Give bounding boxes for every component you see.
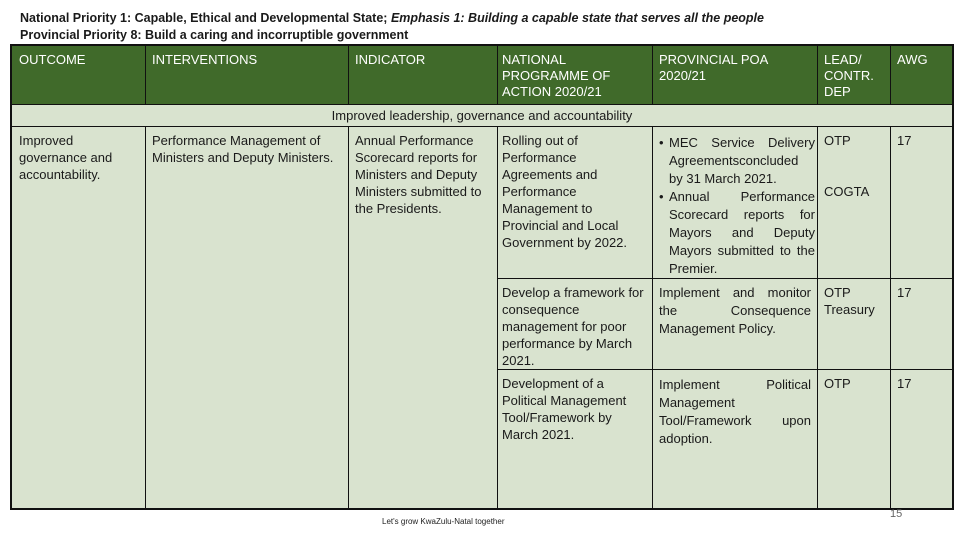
divider (817, 126, 818, 510)
divider (652, 126, 653, 510)
npoa-cell-1: Rolling out of Performance Agreements and Performance Management to Provincial and Local Government by 2022. (502, 133, 628, 250)
lead-cell-1: OTP (824, 133, 851, 148)
divider (890, 126, 891, 510)
divider (497, 369, 952, 370)
ppoa-bullet: • Annual Performance Scorecard reports for Mayors and Deputy Mayors submitted to the Premier. (659, 188, 815, 278)
divider (12, 104, 952, 105)
npoa-cell-3: Development of a Political Management Tool/Framework by March 2021. (502, 376, 627, 442)
col-header-provincial-poa: PROVINCIAL POA 2020/21 (659, 52, 768, 83)
col-header-national-poa: NATIONAL PROGRAMME OF ACTION 2020/21 (502, 52, 611, 99)
col-header-interventions: INTERVENTIONS (152, 52, 258, 67)
npoa-cell-2: Develop a framework for consequence management for poor performance by March 2021. (502, 285, 644, 368)
outcome-band: Improved leadership, governance and accountability (331, 108, 633, 123)
col-header-indicator: INDICATOR (355, 52, 426, 67)
divider (497, 126, 498, 510)
divider (817, 46, 818, 104)
divider (348, 126, 349, 510)
col-header-outcome: OUTCOME (19, 52, 86, 67)
ppoa-cell-2: Implement and monitor the Consequence Management Policy. (659, 285, 811, 336)
divider (497, 278, 952, 279)
divider (145, 126, 146, 510)
national-priority-line (20, 10, 764, 27)
divider (497, 46, 498, 104)
outcome-cell: Improved governance and accountability. (19, 133, 113, 182)
ppoa-cell-1 (655, 134, 819, 278)
awg-cell-3: 17 (897, 376, 912, 391)
divider (12, 126, 952, 127)
divider (348, 46, 349, 104)
divider (652, 46, 653, 104)
priority-table (10, 44, 954, 510)
divider (890, 46, 891, 104)
awg-cell-1: 17 (897, 133, 912, 148)
lead2-cell-2: Treasury (824, 302, 875, 317)
awg-cell-2: 17 (897, 285, 912, 300)
slide-header (20, 10, 764, 44)
indicator-cell: Annual Performance Scorecard reports for Ministers and Deputy Ministers submitted to the Presidents. (355, 133, 482, 216)
lead-cell-2: OTP (824, 285, 851, 300)
ppoa-bullet: • MEC Service Delivery Agreementsconcluded by 31 March 2021. (659, 134, 815, 188)
provincial-priority-line: Provincial Priority 8: Build a caring and incorruptible government (20, 28, 409, 42)
page-number: 15 (890, 508, 903, 520)
national-priority-text: National Priority 1: Capable, Ethical and Developmental State; (20, 11, 391, 25)
col-header-lead: LEAD/ CONTR. DEP (824, 52, 874, 99)
col-header-awg: AWG (897, 52, 928, 67)
emphasis-text: Emphasis 1: Building a capable state that serves all the people (390, 11, 764, 25)
footer-slogan: Let's grow KwaZulu-Natal together (382, 517, 505, 526)
intervention-cell: Performance Management of Ministers and Deputy Ministers. (152, 133, 334, 165)
ppoa-cell-3: Implement Political Management Tool/Framework upon adoption. (659, 377, 811, 446)
lead-cell-3: OTP (824, 376, 851, 391)
divider (145, 46, 146, 104)
lead2-cell-1: COGTA (824, 184, 870, 199)
